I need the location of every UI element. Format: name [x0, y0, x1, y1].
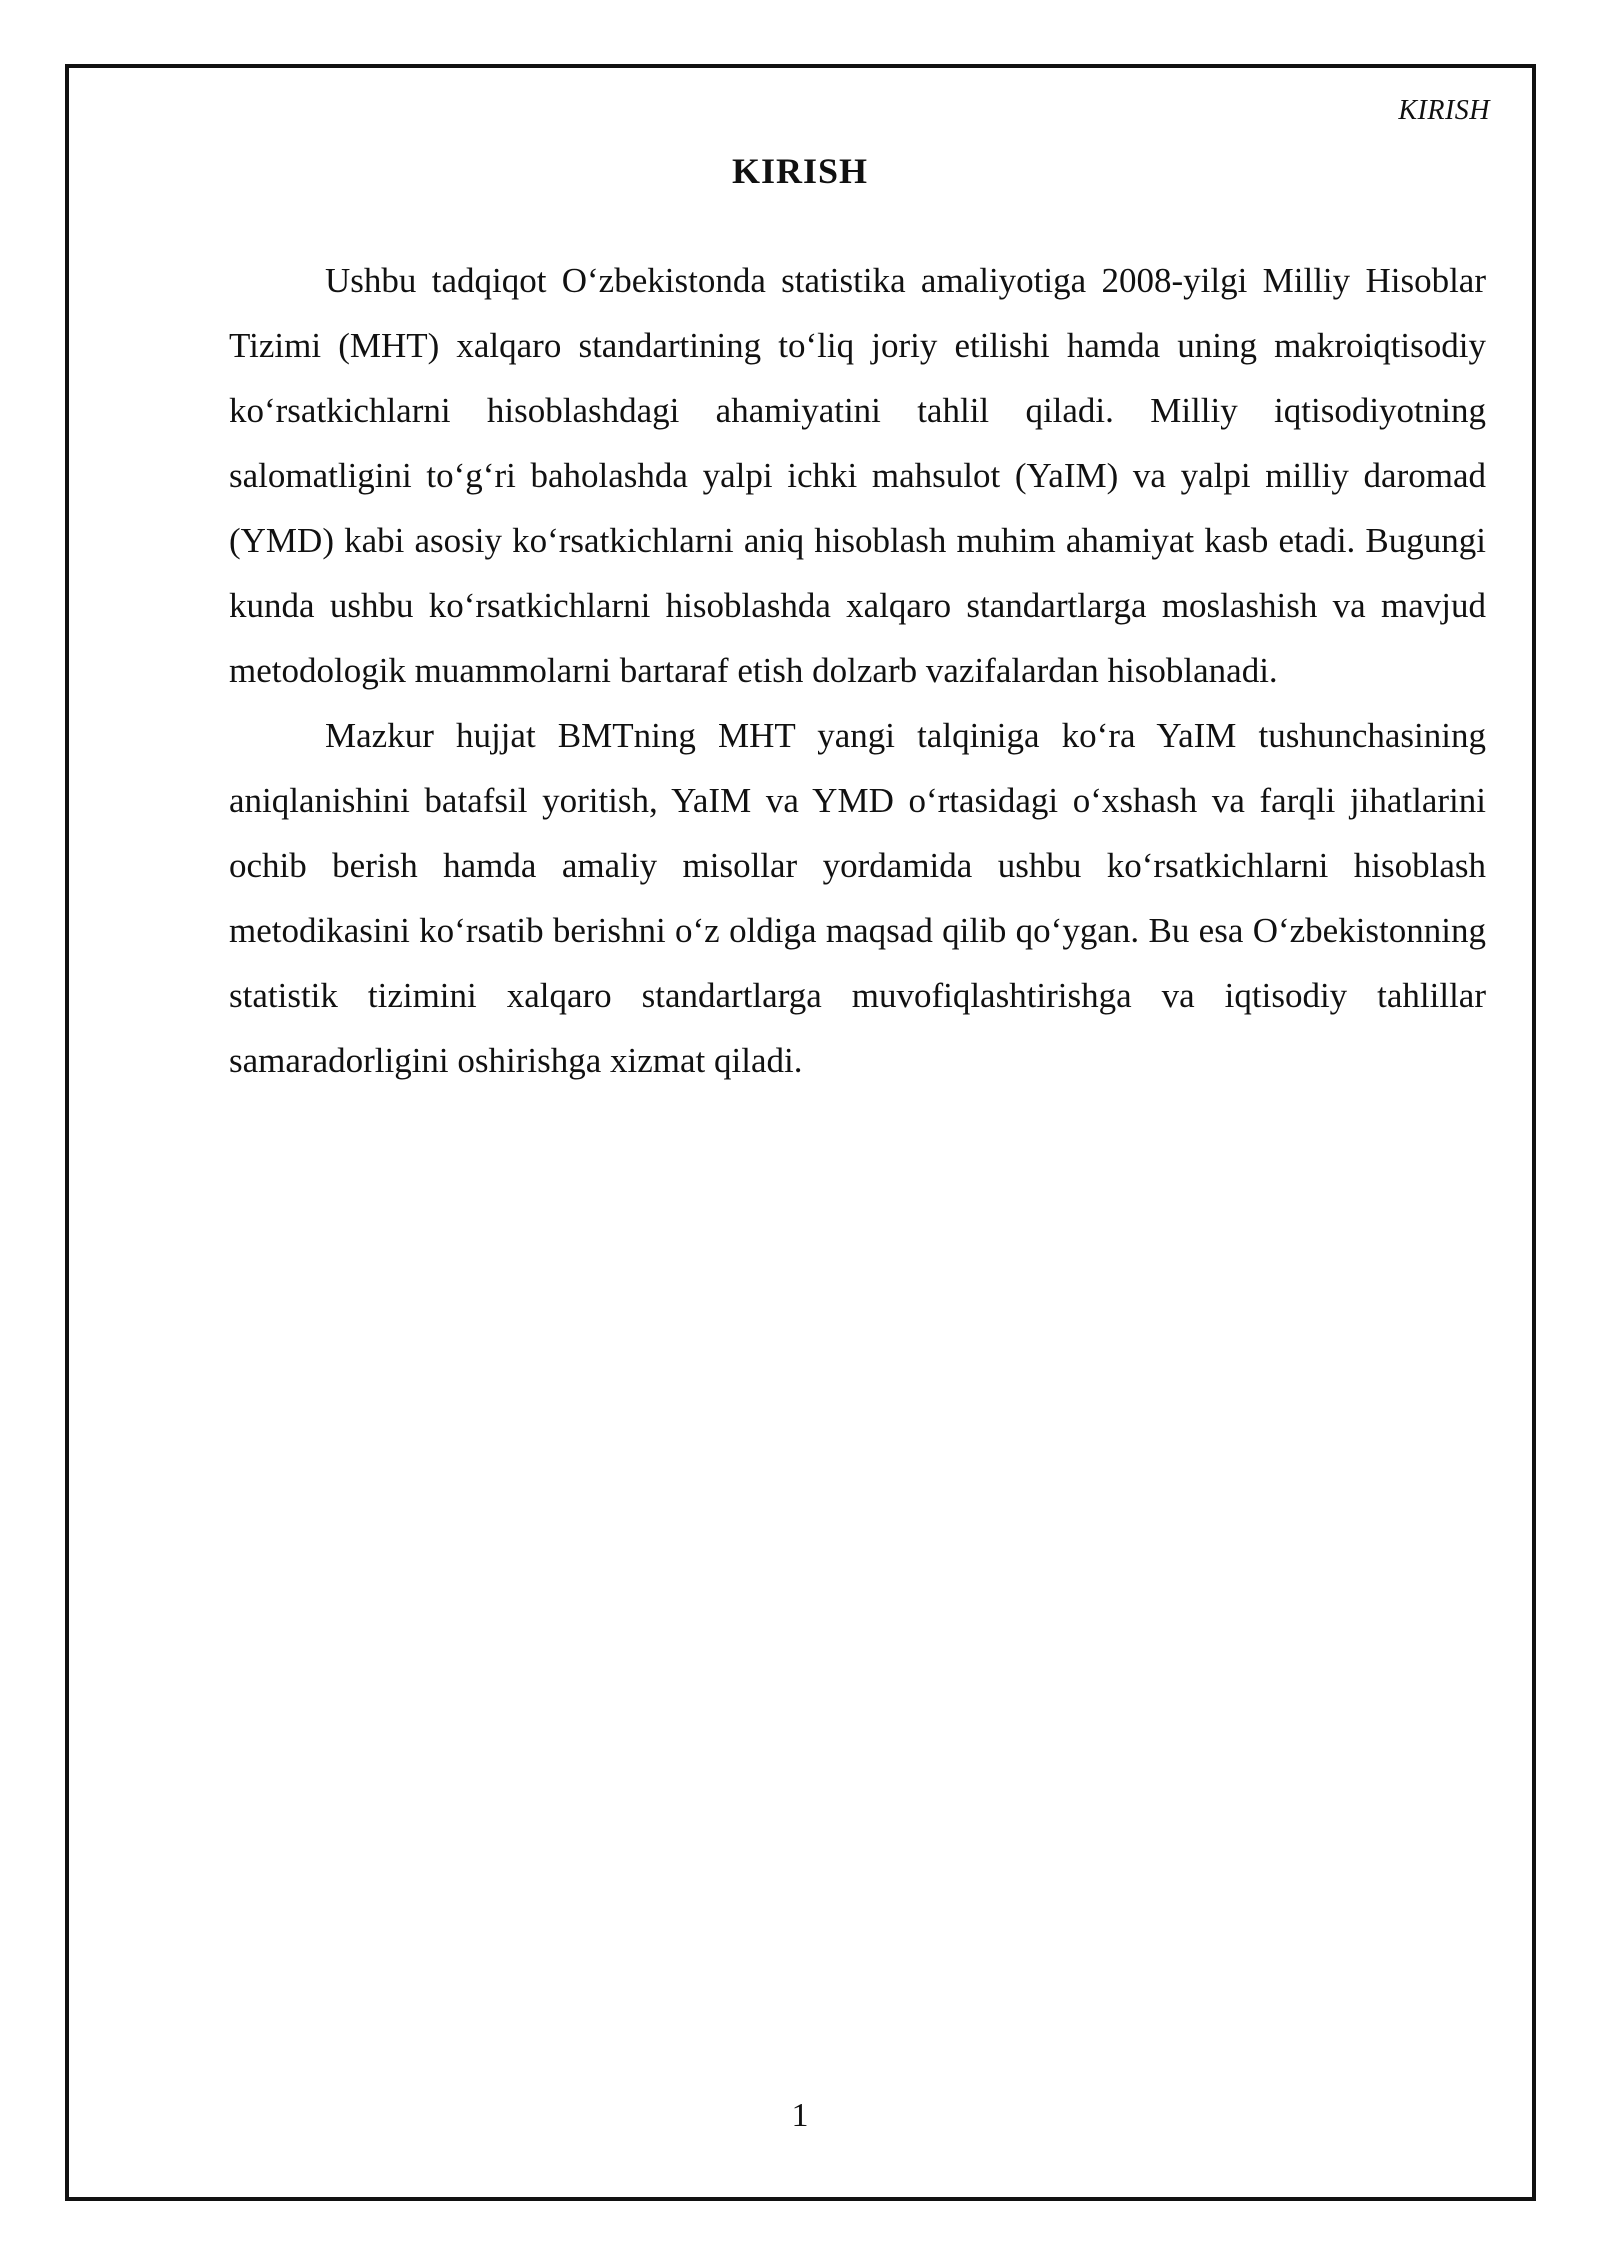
paragraph: Mazkur hujjat BMTning MHT yangi talqiniga ko‘ra YaIM tushunchasining aniqlanishini batafsil yoritish, YaIM va YMD o‘rtasidagi o‘xshash va farqli jihatlarini ochib berish hamda amaliy misollar yordamida ushbu ko‘rsatkichlarni hisoblash metodikasini ko‘rsatib berishni o‘z oldiga maqsad qilib qo‘ygan. Bu esa O‘zbekistonning statistik tizimini xalqaro standartlarga muvofiqlashtirishga va iqtisodiy tahlillar samaradorligini oshirishga xizmat qiladi.	[229, 716, 1486, 1080]
body-text	[229, 248, 1486, 1093]
running-header: KIRISH	[1398, 95, 1490, 126]
page-title: KIRISH	[731, 151, 869, 191]
paragraph: Ushbu tadqiqot O‘zbekistonda statistika amaliyotiga 2008-yilgi Milliy Hisoblar Tizimi (MHT) xalqaro standartining to‘liq joriy etilishi hamda uning makroiqtisodiy ko‘rsatkichlarni hisoblashdagi ahamiyatini tahlil qiladi. Milliy iqtisodiyotning salomatligini to‘g‘ri baholashda yalpi ichki mahsulot (YaIM) va yalpi milliy daromad (YMD) kabi asosiy ko‘rsatkichlarni aniq hisoblash muhim ahamiyat kasb etadi. Bugungi kunda ushbu ko‘rsatkichlarni hisoblashda xalqaro standartlarga moslashish va mavjud metodologik muammolarni bartaraf etish dolzarb vazifalardan hisoblanadi.	[229, 261, 1486, 690]
page-number: 1	[791, 2097, 809, 2134]
